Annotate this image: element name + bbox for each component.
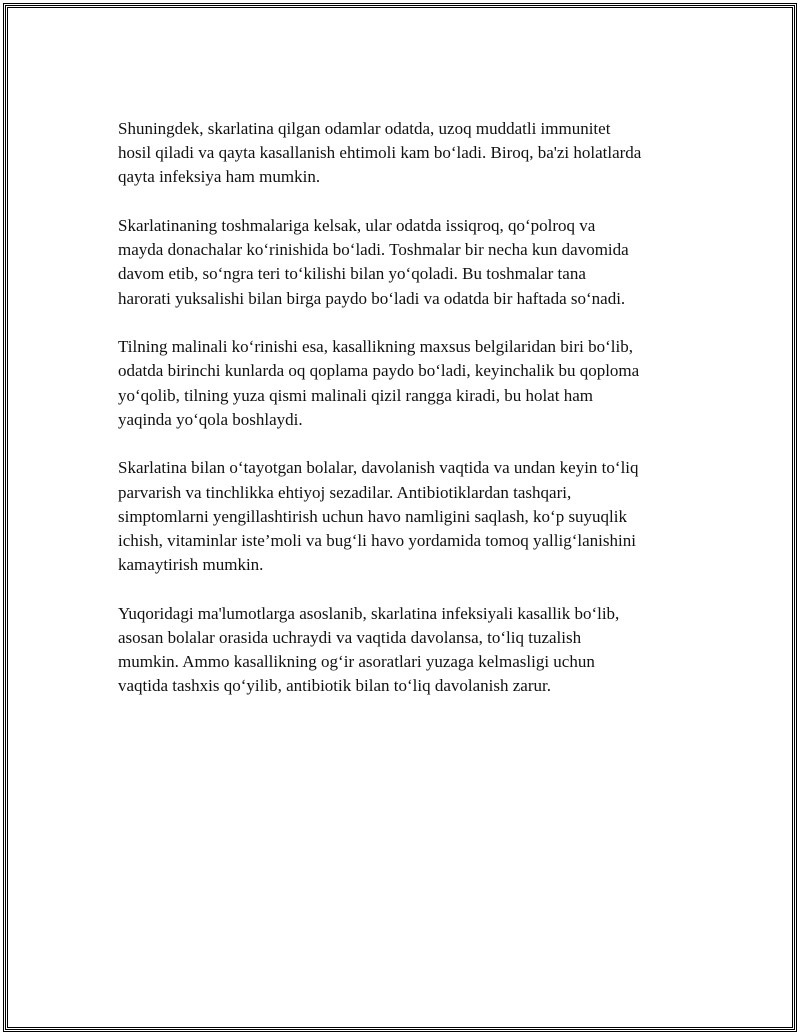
text-line: yo‘qolib, tilning yuza qismi malinali qizil rangga kiradi, bu holat ham [118,385,593,405]
text-line: simptomlarni yengillashtirish uchun havo namligini saqlash, ko‘p suyuqlik [118,506,628,526]
text-line: mumkin. Ammo kasallikning og‘ir asoratlari yuzaga kelmasligi uchun [118,652,595,672]
text-line: yaqinda yo‘qola boshlaydi. [118,409,303,429]
text-line: vaqtida tashxis qo‘yilib, antibiotik bilan to‘liq davolanish zarur. [118,676,551,696]
text-line: mayda donachalar ko‘rinishida bo‘ladi. Toshmalar bir necha kun davomida [118,240,629,260]
text-line: harorati yuksalishi bilan birga paydo bo‘ladi va odatda bir haftada so‘nadi. [118,288,626,308]
paragraph [118,214,718,311]
paragraph [118,456,718,577]
text-line: kamaytirish mumkin. [118,555,264,575]
text-line: parvarish va tinchlikka ehtiyoj sezadilar. Antibiotiklardan tashqari, [118,482,572,502]
text-line: davom etib, so‘ngra teri to‘kilishi bilan yo‘qoladi. Bu toshmalar tana [118,264,586,284]
text-line: hosil qiladi va qayta kasallanish ehtimoli kam bo‘ladi. Biroq, ba'zi holatlarda [118,143,642,163]
text-line: Shuningdek, skarlatina qilgan odamlar odatda, uzoq muddatli immunitet [118,119,611,138]
text-line: Yuqoridagi ma'lumotlarga asoslanib, skarlatina infeksiyali kasallik bo‘lib, [118,603,620,623]
text-line: Skarlatina bilan o‘tayotgan bolalar, davolanish vaqtida va undan keyin to‘liq [118,458,639,478]
paragraph [118,335,718,432]
text-line: qayta infeksiya ham mumkin. [118,167,321,187]
document-body [118,117,718,723]
text-line: asosan bolalar orasida uchraydi va vaqtida davolansa, to‘liq tuzalish [118,628,582,648]
paragraph [118,602,718,699]
text-line: Skarlatinaning toshmalariga kelsak, ular odatda issiqroq, qo‘polroq va [118,216,596,235]
text-line: odatda birinchi kunlarda oq qoplama paydo bo‘ladi, keyinchalik bu qoploma [118,361,640,381]
text-line: ichish, vitaminlar iste’moli va bug‘li havo yordamida tomoq yallig‘lanishini [118,531,636,551]
text-line: Tilning malinali ko‘rinishi esa, kasallikning maxsus belgilaridan biri bo‘lib, [118,337,633,357]
paragraph [118,117,718,190]
